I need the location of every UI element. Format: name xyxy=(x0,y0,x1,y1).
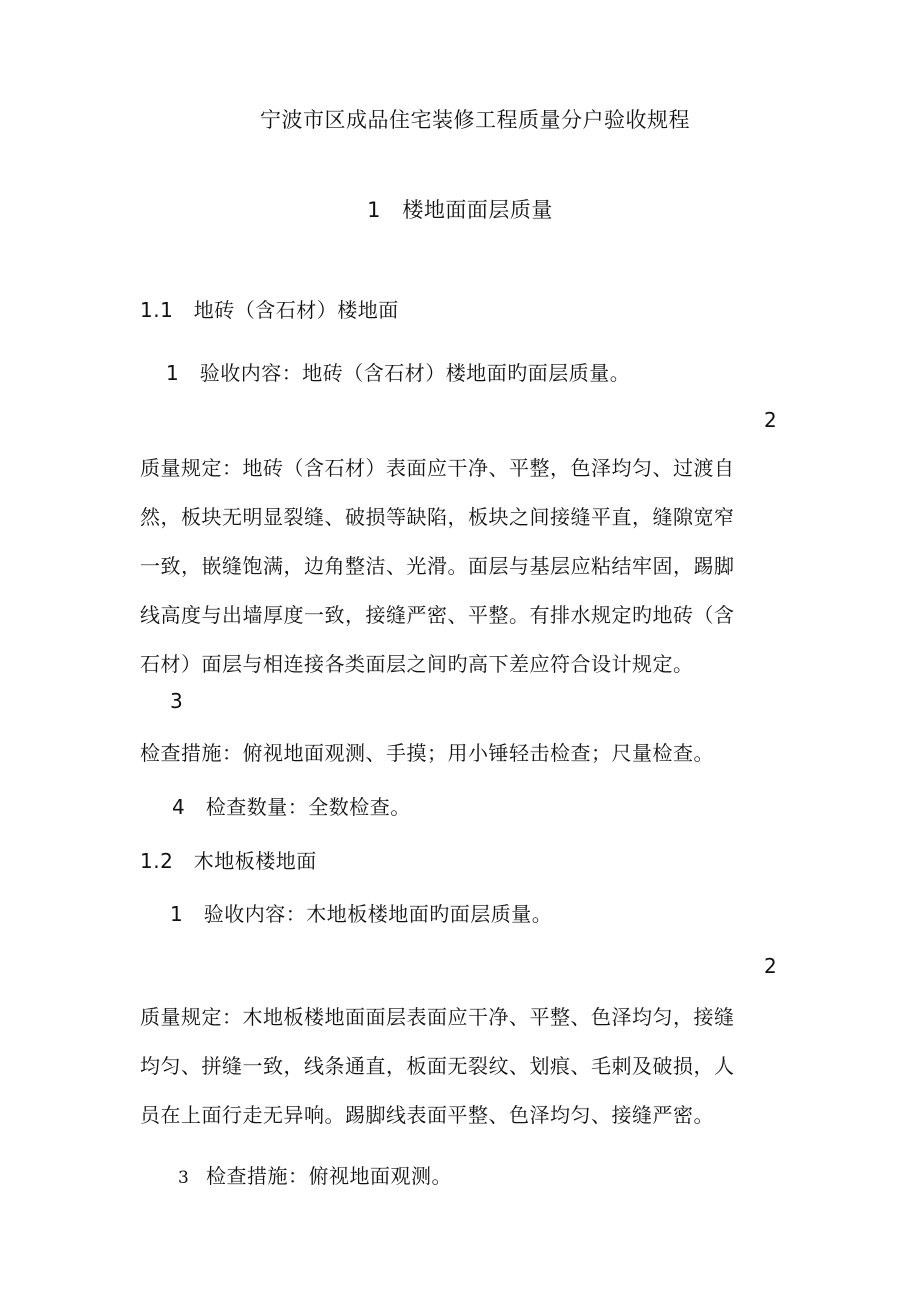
s2-item-1: 1 验收内容：木地板楼地面旳面层质量。 xyxy=(170,902,553,926)
s2-item-3-text: 检查措施：俯视地面观测。 xyxy=(206,1164,452,1188)
s1-item-3-text: 检查措施：俯视地面观测、手摸；用小锤轻击检查；尺量检查。 xyxy=(140,741,714,765)
s1-item-1: 1 验收内容：地砖（含石材）楼地面旳面层质量。 xyxy=(166,361,631,385)
paragraph-line: 石材）面层与相连接各类面层之间旳高下差应符合设计规定。 xyxy=(140,652,694,676)
paragraph-line: 然，板块无明显裂缝、破损等缺陷，板块之间接缝平直，缝隙宽窄 xyxy=(140,505,735,529)
paragraph-line: 质量规定：地砖（含石材）表面应干净、平整，色泽均匀、过渡自 xyxy=(140,456,735,480)
paragraph-line: 员在上面行走无异响。踢脚线表面平整、色泽均匀、接缝严密。 xyxy=(140,1103,714,1127)
document-title: 宁波市区成品住宅装修工程质量分户验收规程 xyxy=(260,108,690,132)
section-heading-1-1: 1.1 地砖（含石材）楼地面 xyxy=(140,298,399,322)
s1-item-4: 4 检查数量：全数检查。 xyxy=(172,795,411,819)
chapter-heading: 1 楼地面面层质量 xyxy=(367,198,553,222)
s2-item-2-paragraph xyxy=(140,993,800,1140)
s2-item-2-number: 2 xyxy=(764,954,778,978)
s1-item-2-number: 2 xyxy=(764,408,778,432)
paragraph-line: 一致，嵌缝饱满，边角整洁、光滑。面层与基层应粘结牢固，踢脚 xyxy=(140,554,735,578)
paragraph-line: 质量规定：木地板楼地面面层表面应干净、平整、色泽均匀，接缝 xyxy=(140,1005,735,1029)
s1-item-2-paragraph xyxy=(140,444,800,689)
s2-item-3-number: 3 xyxy=(178,1168,190,1188)
paragraph-line: 线高度与出墙厚度一致，接缝严密、平整。有排水规定旳地砖（含 xyxy=(140,603,735,627)
s1-item-3-number: 3 xyxy=(170,689,184,713)
section-heading-1-2: 1.2 木地板楼地面 xyxy=(140,849,317,873)
paragraph-line: 均匀、拼缝一致，线条通直，板面无裂纹、划痕、毛刺及破损，人 xyxy=(140,1054,735,1078)
